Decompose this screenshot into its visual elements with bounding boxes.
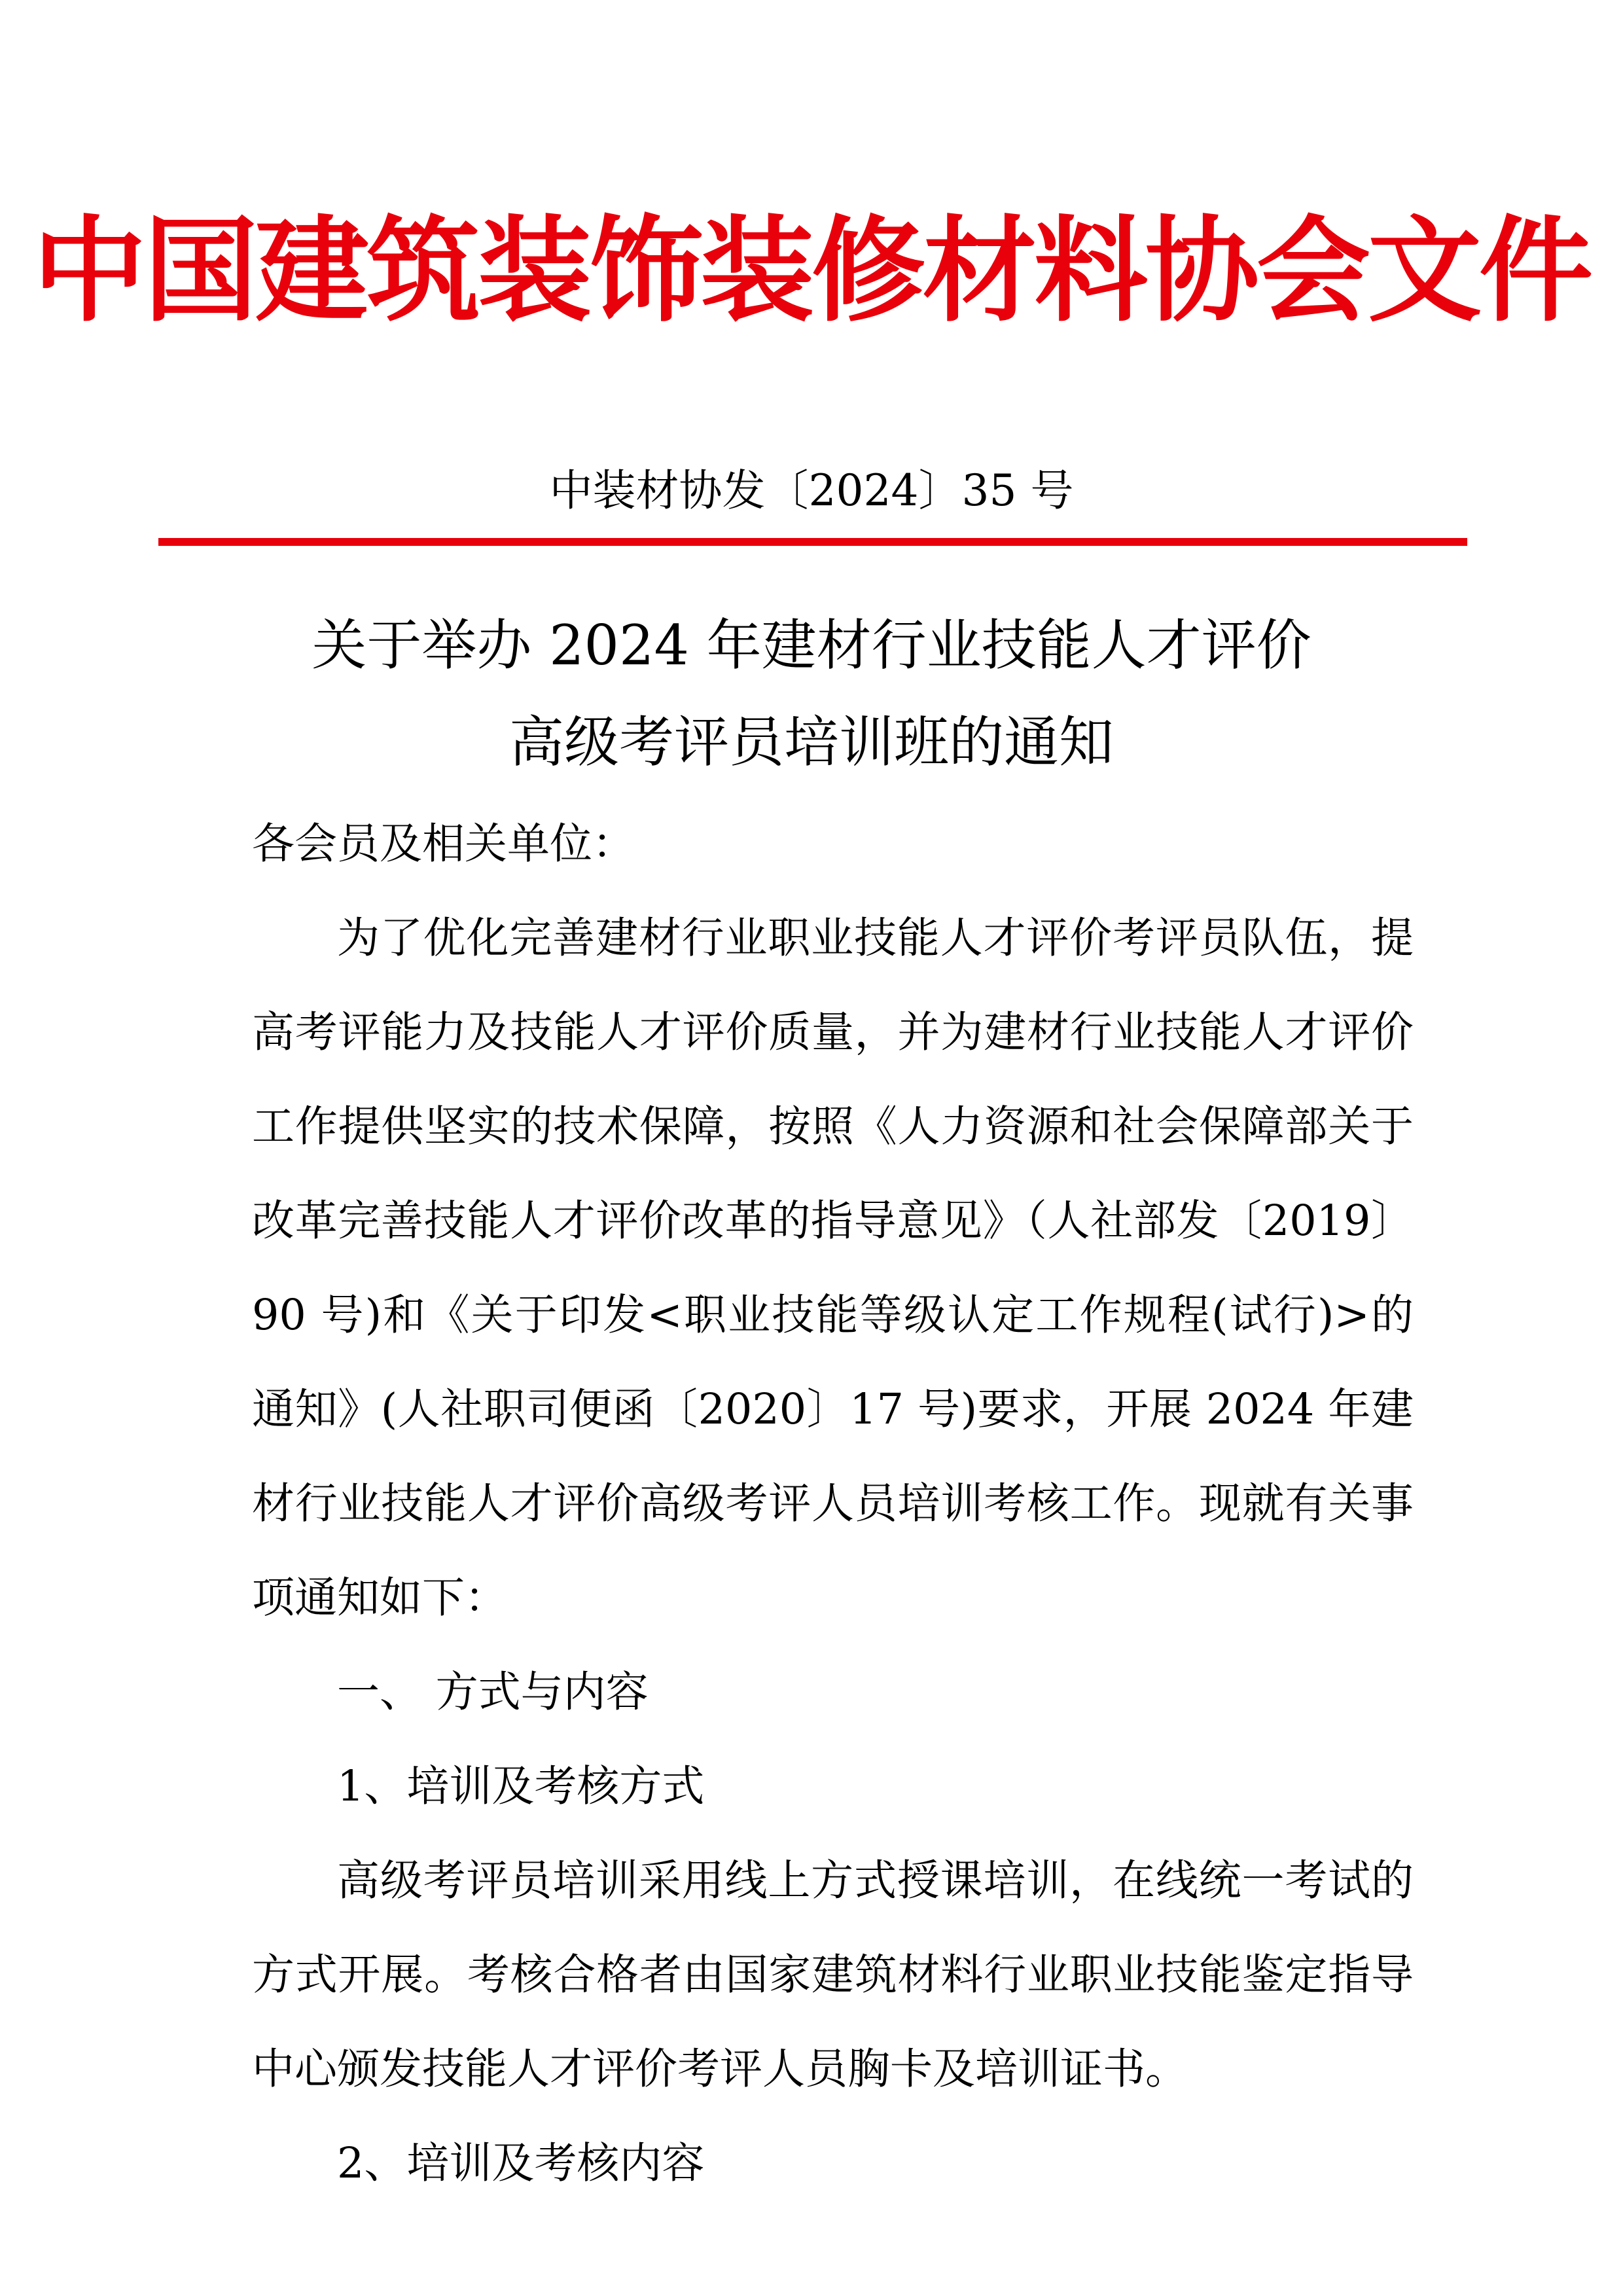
document-number: 中装材协发〔2024〕35 号 — [549, 465, 1074, 516]
letterhead-title: 中国建筑装饰装修材料协会文件 — [32, 205, 1590, 338]
notice-body — [252, 797, 1414, 2211]
salutation: 各会员及相关单位： — [252, 819, 635, 869]
notice-title-line-2: 高级考评员培训班的通知 — [508, 710, 1114, 774]
subsection-1-paragraph: 高级考评员培训采用线上方式授课培训，在线统一考试的方式开展。考核合格者由国家建筑材料行业职业技能鉴定指导中心颁发技能人才评价考评人员胸卡及培训证书。 — [252, 1856, 1414, 2094]
subsection-2-heading: 2、培训及考核内容 — [337, 2139, 705, 2188]
intro-paragraph: 为了优化完善建材行业职业技能人才评价考评员队伍，提高考评能力及技能人才评价质量，并为建材行业技能人才评价工作提供坚实的技术保障，按照《人力资源和社会保障部关于改革完善技能人才评价改革的指导意见》（人社部发〔2019〕90 号)和《关于印发<职业技能等级认定工作规程(试行)>的通知》(人社职司便函〔2020〕17 号)要求，开展 2024 年建材行业技能人才评价高级考评人员培训考核工作。现就有关事项通知如下： — [252, 914, 1414, 1623]
section-1-heading: 一、 方式与内容 — [337, 1668, 649, 1717]
notice-title-line-1: 关于举办 2024 年建材行业技能人才评价 — [312, 613, 1311, 677]
letterhead-divider — [158, 538, 1467, 546]
subsection-1-heading: 1、培训及考核方式 — [337, 1762, 705, 1811]
notice-title — [0, 597, 1623, 791]
